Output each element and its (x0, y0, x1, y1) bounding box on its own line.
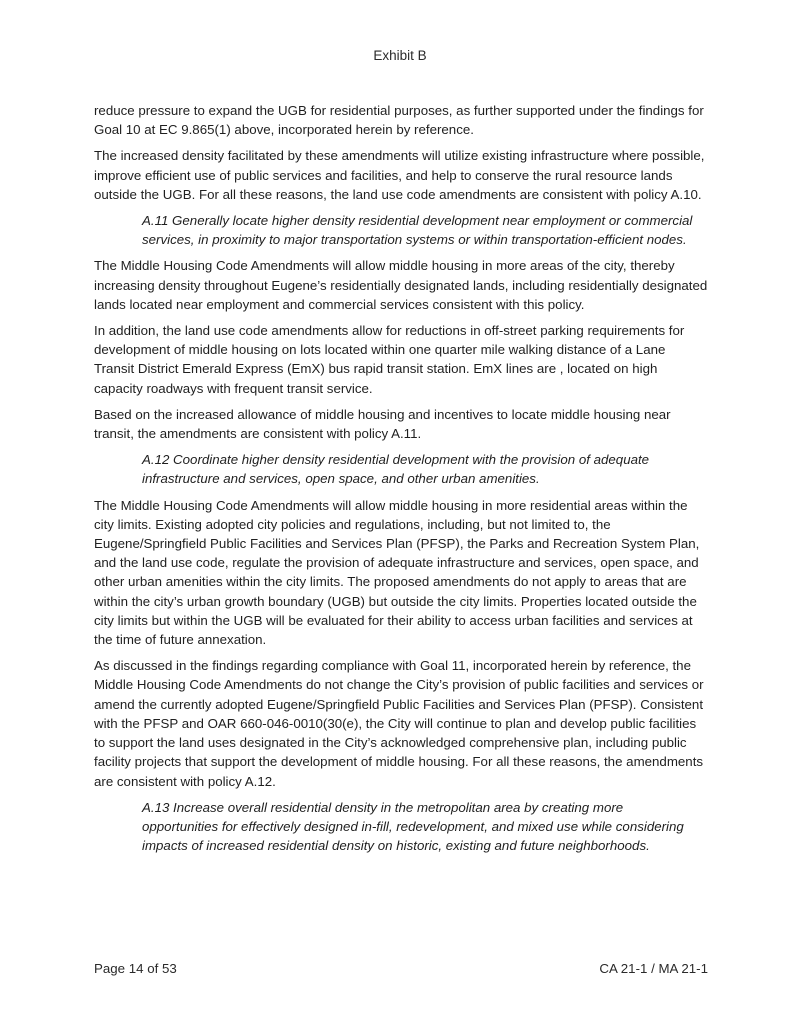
policy-quote: A.13 Increase overall residential density in the metropolitan area by creating more opportunities for effectively designed in-fill, redevelopment, and mixed use while considering impacts of increased residential density on historic, existing and future neighborhoods. (142, 799, 684, 854)
paragraph: As discussed in the findings regarding compliance with Goal 11, incorporated herein by reference, the Middle Housing Code Amendments do not change the City’s provision of public facilities and services or amend the currently adopted Eugene/Springfield Public Facilities and Services Plan (PFSP). Consistent with the PFSP and OAR 660-046-0010(30(e), the City will continue to plan and develop public facilities to support the land uses designated in the City’s acknowledged comprehensive plan, including public facility projects that support the development of middle housing. For all these reasons, the amendments are consistent with policy A.12. (94, 658, 704, 789)
paragraph: The increased density facilitated by these amendments will utilize existing infrastructure where possible, improve efficient use of public services and facilities, and help to conserve the rural resource lands outside the UGB. For all these reasons, the land use code amendments are consistent with policy A.10. (94, 148, 705, 202)
paragraph: Based on the increased allowance of middle housing and incentives to locate middle housing near transit, the amendments are consistent with policy A.11. (94, 406, 671, 442)
page-header: Exhibit B (373, 48, 427, 63)
page-number: Page 14 of 53 (94, 961, 177, 976)
paragraph: The Middle Housing Code Amendments will allow middle housing in more areas of the city, thereby increasing density throughout Eugene’s residentially designated lands, including residentially designated lands located near employment and commercial services consistent with this policy. (94, 258, 708, 312)
page-body (94, 101, 708, 862)
paragraph: reduce pressure to expand the UGB for residential purposes, as further supported under the findings for Goal 10 at EC 9.865(1) above, incorporated herein by reference. (94, 103, 704, 138)
page-footer (94, 961, 708, 976)
policy-quote: A.12 Coordinate higher density residential development with the provision of adequate infrastructure and services, open space, and other urban amenities. (142, 452, 650, 487)
paragraph: The Middle Housing Code Amendments will allow middle housing in more residential areas within the city limits. Existing adopted city policies and regulations, including, but not limited to, the Eugene/Springfield Public Facilities and Services Plan (PFSP), the Parks and Recreation System Plan, and the land use code, regulate the provision of adequate infrastructure and services, open space, and other urban amenities within the city limits. The proposed amendments do not apply to areas that are within the city’s urban growth boundary (UGB) but outside the city limits. Properties located outside the city limits but within the UGB will be evaluated for their ability to access urban facilities and services at the time of future annexation. (94, 497, 700, 648)
case-number: CA 21-1 / MA 21-1 (599, 961, 708, 976)
policy-quote: A.11 Generally locate higher density residential development near employment or commercial services, in proximity to major transportation systems or within transportation-efficient nodes. (142, 213, 693, 248)
paragraph: In addition, the land use code amendments allow for reductions in off-street parking requirements for development of middle housing on lots located within one quarter mile walking distance of a Lane Transit District Emerald Express (EmX) bus rapid transit station. EmX lines are , located on high capacity roadways with frequent transit service. (94, 323, 685, 396)
